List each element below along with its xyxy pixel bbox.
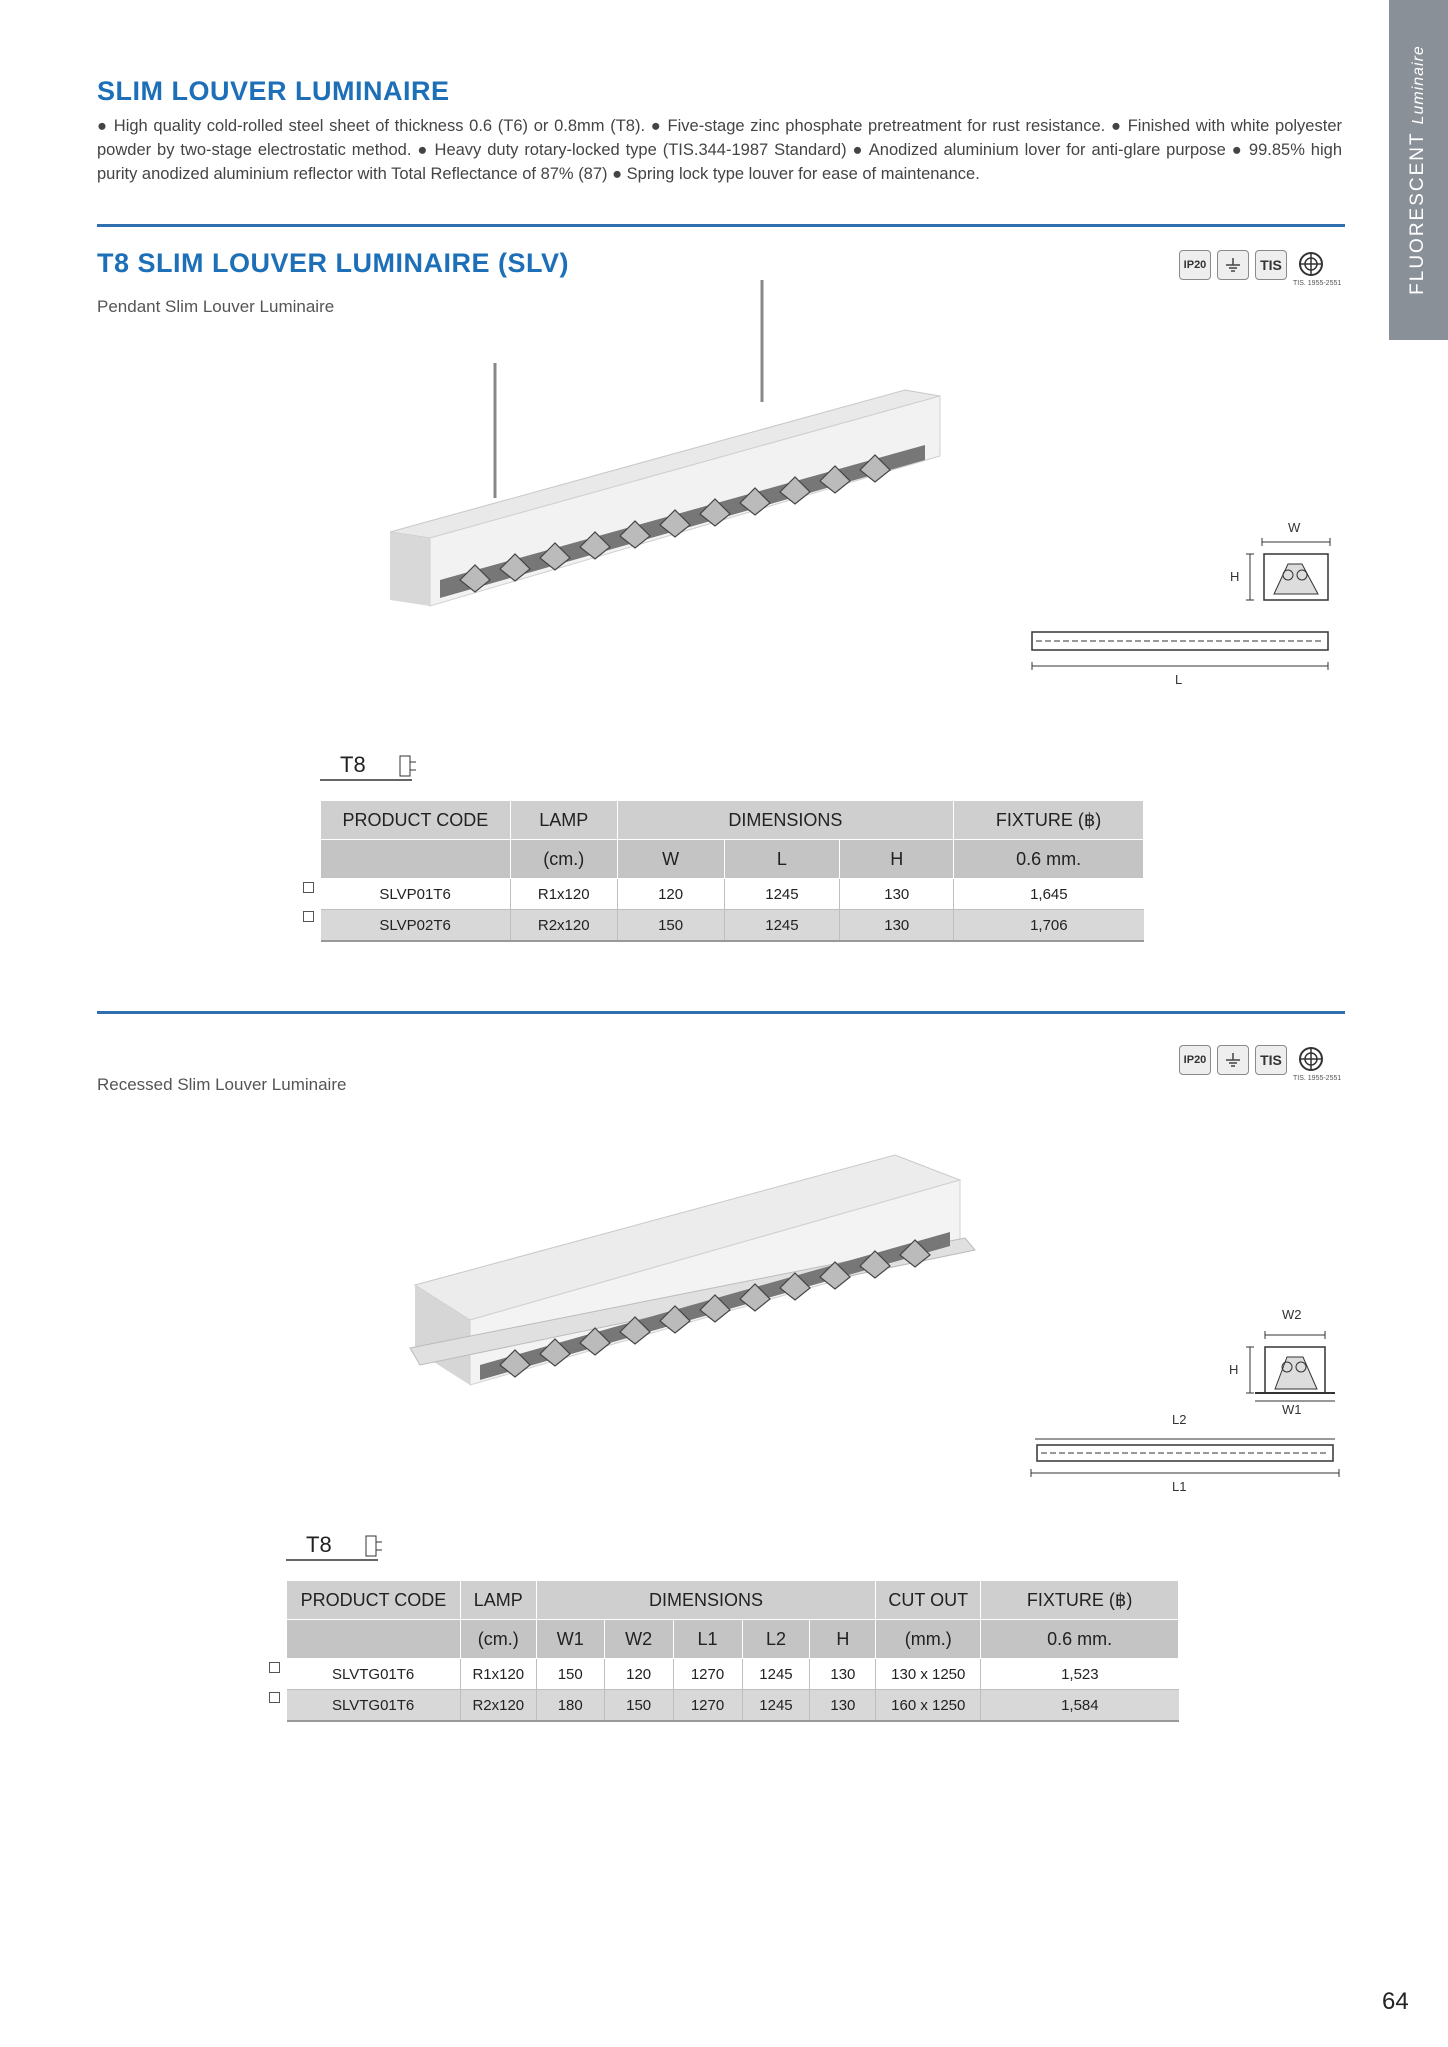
certification-badges [1179,1045,1349,1085]
ground-icon [1217,250,1249,280]
dimension-w2-label: W2 [1282,1307,1302,1322]
subcol-l1: L1 [673,1620,742,1659]
table-row [321,910,1144,942]
section-divider [97,224,1345,227]
select-checkbox[interactable] [303,911,314,922]
section-title: T8 SLIM LOUVER LUMINAIRE (SLV) [97,248,569,278]
ground-icon [1217,1045,1249,1075]
cell-code: SLVTG01T6 [287,1690,461,1722]
cell-lamp: R1x120 [510,879,617,910]
subcol-lamp-unit: (cm.) [460,1620,536,1659]
cell-price: 1,584 [981,1690,1179,1722]
cell-price: 1,645 [954,879,1144,910]
dimension-l-label: L [1175,672,1183,687]
cell-code: SLVP02T6 [321,910,511,942]
cell-lamp: R1x120 [460,1659,536,1690]
select-checkbox[interactable] [269,1692,280,1703]
cell-w: 120 [617,879,724,910]
pendant-spec-table [320,800,1144,942]
dimension-w-label: W [1288,520,1301,535]
cell-h: 130 [840,910,954,942]
cell-w2: 120 [604,1659,673,1690]
cell-code: SLVTG01T6 [287,1659,461,1690]
cell-w: 150 [617,910,724,942]
ip20-badge: IP20 [1179,1045,1211,1075]
category-subword: Luminaire [1410,45,1427,125]
dimension-w1-label: W1 [1282,1402,1302,1417]
subcol-w1: W1 [536,1620,604,1659]
cell-w2: 150 [604,1690,673,1722]
page-number: 64 [1382,1988,1409,2015]
cell-l2: 1245 [742,1659,810,1690]
cell-lamp: R2x120 [510,910,617,942]
ip20-badge: IP20 [1179,250,1211,280]
recessed-spec-table [286,1580,1179,1722]
col-dimensions: DIMENSIONS [536,1581,876,1620]
section-divider [97,1011,1345,1014]
col-product-code: PRODUCT CODE [321,801,511,840]
cell-l: 1245 [724,879,840,910]
recessed-luminaire-image [400,1140,990,1410]
cell-l1: 1270 [673,1659,742,1690]
cell-price: 1,523 [981,1659,1179,1690]
tis-standard-note: TIS. 1955-2551 [1293,1075,1342,1082]
cell-lamp: R2x120 [460,1690,536,1722]
select-checkbox[interactable] [269,1662,280,1673]
recessed-dimension-diagram [1025,1305,1345,1505]
dimension-l1-label: L1 [1172,1479,1187,1494]
cell-code: SLVP01T6 [321,879,511,910]
dimension-h-label: H [1230,569,1240,584]
subcol-w2: W2 [604,1620,673,1659]
subcol-cutout-unit: (mm.) [876,1620,981,1659]
subcol-empty [287,1620,461,1659]
lamp-type-label: T8 [286,1532,386,1562]
select-checkbox[interactable] [303,882,314,893]
subcol-w: W [617,840,724,879]
tis-standard-note: TIS. 1955-2551 [1293,280,1342,287]
cell-h: 130 [810,1690,876,1722]
cell-cutout: 160 x 1250 [876,1690,981,1722]
certification-badges [1179,250,1349,290]
subcol-empty [321,840,511,879]
cell-h: 130 [840,879,954,910]
pendant-dimension-diagram [1030,520,1340,690]
col-product-code: PRODUCT CODE [287,1581,461,1620]
table-row [287,1690,1179,1722]
cell-l1: 1270 [673,1690,742,1722]
subcol-fixture-note: 0.6 mm. [981,1620,1179,1659]
col-fixture: FIXTURE (฿) [981,1581,1179,1620]
tis-badge: TIS [1255,250,1287,280]
category-side-tab [1389,0,1448,340]
cell-cutout: 130 x 1250 [876,1659,981,1690]
recessed-caption: Recessed Slim Louver Luminaire [97,1075,347,1094]
col-cutout: CUT OUT [876,1581,981,1620]
tis-standard-icon [1297,1045,1325,1073]
subcol-l: L [724,840,840,879]
subcol-lamp-unit: (cm.) [510,840,617,879]
table-row [321,879,1144,910]
subcol-h: H [840,840,954,879]
subcol-l2: L2 [742,1620,810,1659]
cell-w1: 150 [536,1659,604,1690]
tis-standard-icon [1297,250,1325,278]
pendant-luminaire-image [370,280,950,620]
cell-price: 1,706 [954,910,1144,942]
category-label [1407,45,1429,295]
col-dimensions: DIMENSIONS [617,801,954,840]
col-fixture: FIXTURE (฿) [954,801,1144,840]
pendant-caption: Pendant Slim Louver Luminaire [97,297,335,316]
dimension-h-label: H [1229,1362,1239,1377]
cell-h: 130 [810,1659,876,1690]
table-row [287,1659,1179,1690]
col-lamp: LAMP [460,1581,536,1620]
dimension-l2-label: L2 [1172,1412,1187,1427]
product-description: ● High quality cold-rolled steel sheet of thickness 0.6 (T6) or 0.8mm (T8). ● Five-stage zinc phosphate pretreatment for rust resistance. ● Finished with white polyester powder by two-stage electrostatic method. ● Heavy duty rotary-locked type (TIS.344-1987 Standard) ● Anodized aluminium lover for anti-glare purpose ● 99.85% high purity anodized aluminium reflector with Total Reflectance of 87% (87) ● Spring lock type louver for ease of maintenance. [97,117,1342,183]
subcol-h: H [810,1620,876,1659]
category-word: FLUORESCENT [1407,131,1428,295]
page-title: SLIM LOUVER LUMINAIRE [97,76,450,106]
tis-badge: TIS [1255,1045,1287,1075]
cell-w1: 180 [536,1690,604,1722]
cell-l2: 1245 [742,1690,810,1722]
cell-l: 1245 [724,910,840,942]
lamp-type-label: T8 [320,752,420,782]
subcol-fixture-note: 0.6 mm. [954,840,1144,879]
col-lamp: LAMP [510,801,617,840]
